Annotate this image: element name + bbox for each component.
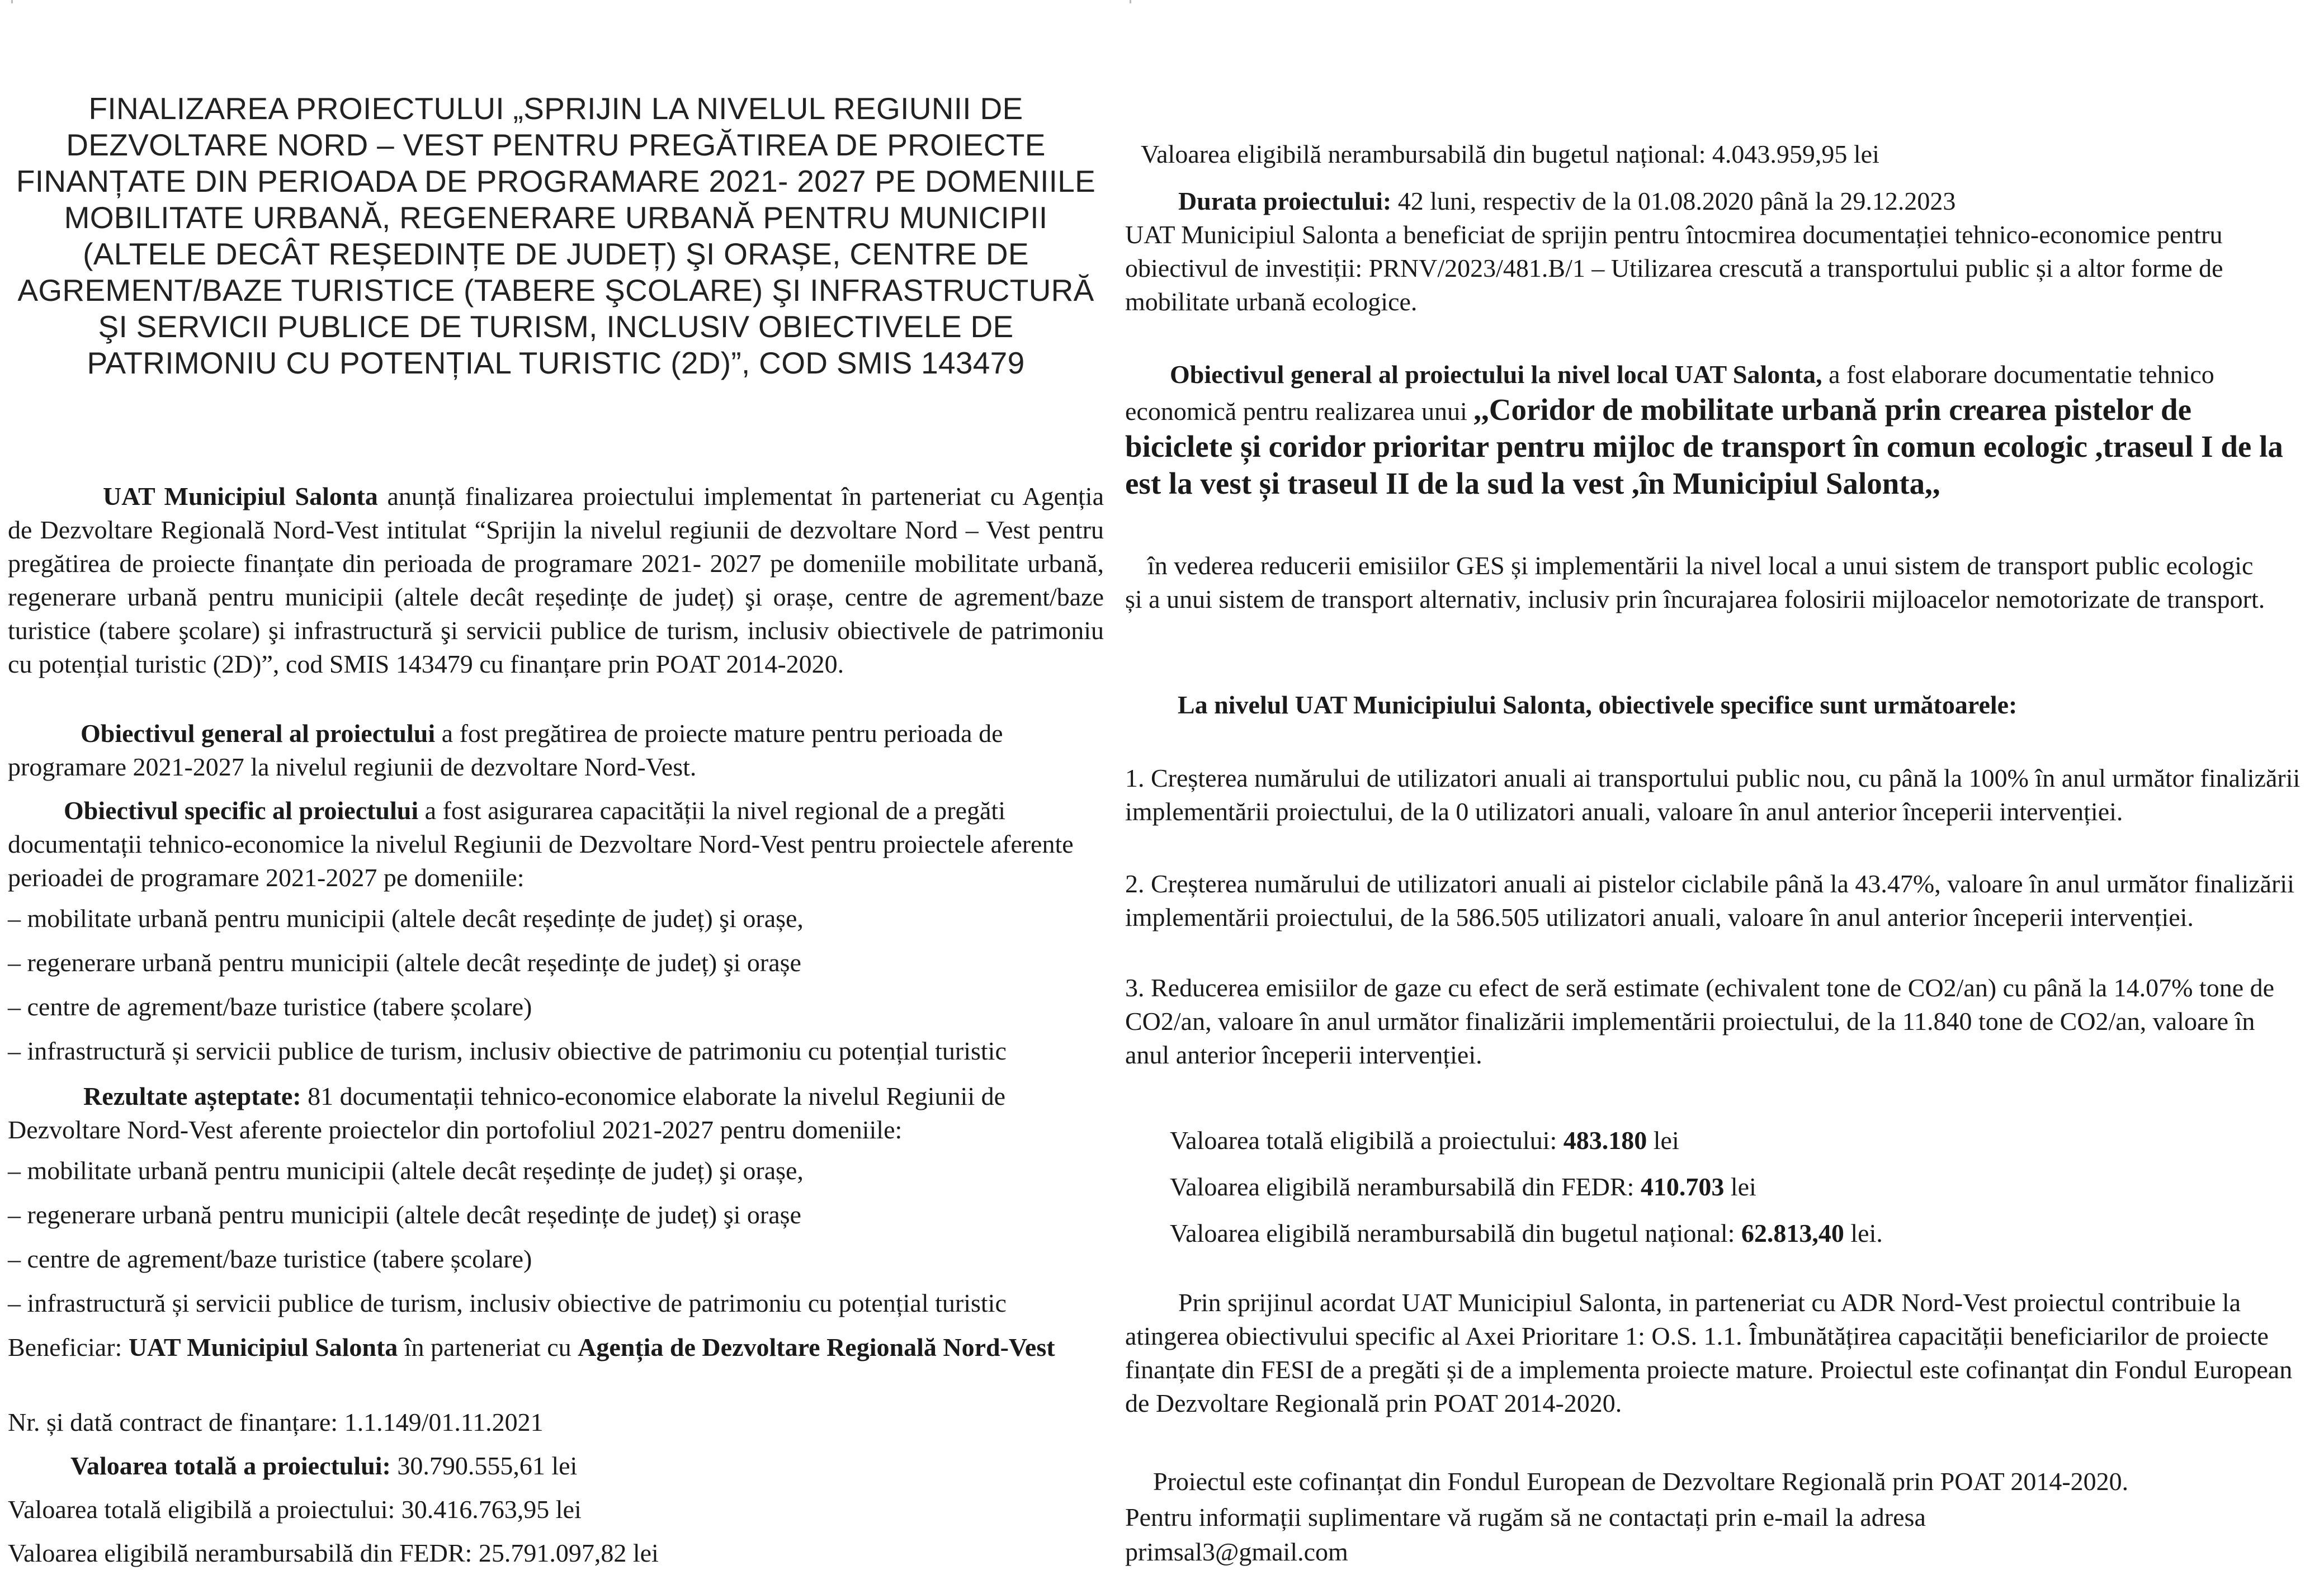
specific-objective-item: 2. Creșterea numărului de utilizatori anuali ai pistelor ciclabile până la 43.47%, valoare în anul următor finalizării implementării proiectului, de la 586.505 utilizatori anuali, valoare în anul anterior începerii intervenției. <box>1125 869 2294 931</box>
purpose-paragraph: în vederea reducerii emisiilor GES și implementării la nivel local a unui sistem de transport public ecologic și a unui sistem de transport alternativ, inclusiv prin încurajarea folosirii mijloacelor nemotorizate de transport. <box>1125 551 2265 613</box>
local-objective-label: Obiectivul general al proiectului la nivel local UAT Salonta, <box>1170 360 1822 389</box>
national-budget-line: Valoarea eligibilă nerambursabilă din bugetul național: 4.043.959,95 lei <box>1141 140 1879 168</box>
results-text: 81 documentații tehnico-economice elaborate la nivelul Regiunii de Dezvoltare Nord-Vest aferente proiectelor din portofoliul 2021-2027 pentru domeniile: <box>8 1082 1006 1144</box>
local-fedr-label: Valoarea eligibilă nerambursabilă din FEDR: <box>1170 1172 1641 1201</box>
local-objective-paragraph <box>1125 358 2305 502</box>
specific-objective-text: a fost asigurarea capacității la nivel regional de a pregăti documentații tehnico-economice la nivelul Regiunii de Dezvoltare Nord-Vest pentru proiectele aferente perioadei de programare 2021-2027 pe domeniile: <box>8 796 1074 892</box>
local-national-label: Valoarea eligibilă nerambursabilă din bugetul național: <box>1170 1219 1741 1247</box>
partner-name: Agenția de Dezvoltare Regională Nord-Vest <box>578 1333 1055 1361</box>
total-value-label: Valoarea totală a proiectului: <box>70 1451 391 1480</box>
beneficiary-name: UAT Municipiul Salonta <box>128 1333 398 1361</box>
general-objective-label: Obiectivul general al proiectului <box>81 719 436 748</box>
local-national-unit: lei. <box>1844 1219 1883 1247</box>
specific-objectives-heading <box>1178 688 2324 722</box>
fedr-value-line: Valoarea eligibilă nerambursabilă din FEDR: 25.791.097,82 lei <box>8 1539 659 1567</box>
specific-objective-label: Obiectivul specific al proiectului <box>64 796 419 825</box>
domain-item: – centre de agrement/baze turistice (tabere școlare) <box>8 992 532 1021</box>
beneficiary-connector: în parteneriat cu <box>398 1333 578 1361</box>
duration-line <box>1125 185 2305 218</box>
local-total-line <box>1170 1124 2324 1157</box>
general-objective-paragraph <box>8 717 1104 784</box>
domain-item: – regenerare urbană pentru municipii (altele decât reședințe de județ) şi orașe <box>8 948 801 977</box>
announcement-title: FINALIZAREA PROIECTULUI „SPRIJIN LA NIVELUL REGIUNII DE DEZVOLTARE NORD – VEST PENTRU PREGĂTIREA DE PROIECTE FINANȚATE DIN PERIOADA DE PROGRAMARE 2021- 2027 PE DOMENIILE MOBILITATE URBANĂ, REGENERARE URBANĂ PENTRU MUNICIPII (ALTELE DECÂT REȘEDINȚE DE JUDEȚ) ŞI ORAȘE, CENTRE DE AGREMENT/BAZE TURISTICE (TABERE ŞCOLARE) ŞI INFRASTRUCTURĂ ŞI SERVICII PUBLICE DE TURISM, INCLUSIV OBIECTIVELE DE PATRIMONIU CU POTENȚIAL TURISTIC (2D)”, COD SMIS 143479 <box>16 91 1096 380</box>
local-total-unit: lei <box>1647 1126 1679 1155</box>
result-domain-item: – infrastructură și servicii publice de turism, inclusiv obiective de patrimoniu cu potențial turistic <box>8 1289 1007 1317</box>
result-domain-item: – regenerare urbană pentru municipii (altele decât reședințe de județ) şi orașe <box>8 1200 801 1229</box>
specific-objectives-title: La nivelul UAT Municipiului Salonta, obiectivele specifice sunt următoarele: <box>1178 691 2018 719</box>
local-national-value: 62.813,40 <box>1741 1219 1844 1247</box>
local-fedr-unit: lei <box>1724 1172 1756 1201</box>
specific-objective-item: 1. Creșterea numărului de utilizatori anuali ai transportului public nou, cu până la 100% în anul următor finalizării implementării proiectului, de la 0 utilizatori anuali, valoare în anul anterior începerii intervenției. <box>1125 764 2301 826</box>
duration-label: Durata proiectului: <box>1178 187 1392 215</box>
domain-item: – infrastructură și servicii publice de turism, inclusiv obiective de patrimoniu cu potențial turistic <box>8 1037 1007 1065</box>
domain-item: – mobilitate urbană pentru municipii (altele decât reședințe de județ) şi orașe, <box>8 904 804 933</box>
intro-paragraph <box>8 480 1104 681</box>
intro-text: anunță finalizarea proiectului implementat în parteneriat cu Agenția de Dezvoltare Regională Nord-Vest intitulat “Sprijin la nivelul regiunii de dezvoltare Nord – Vest pentru pregătirea de proiecte finanțate din perioada de programare 2021- 2027 pe domeniile mobilitate urbană, regenerare urbană pentru municipii (altele decât reședințe de județ) şi orașe, centre de agrement/baze turistice (tabere şcolare) şi infrastructură şi servicii publice de turism, inclusiv obiectivele de patrimoniu cu potențial turistic (2D)”, cod SMIS 143479 cu finanțare prin POAT 2014-2020. <box>8 482 1104 678</box>
local-fedr-value: 410.703 <box>1640 1172 1725 1201</box>
local-total-label: Valoarea totală eligibilă a proiectului: <box>1170 1126 1563 1155</box>
cofinance-line: Proiectul este cofinanțat din Fondul European de Dezvoltare Regională prin POAT 2014-2020. <box>1153 1467 2129 1496</box>
contribution-paragraph: Prin sprijinul acordat UAT Municipiul Salonta, in parteneriat cu ADR Nord-Vest proiectul contribuie la atingerea obiectivului specific al Axei Prioritare 1: O.S. 1.1. Îmbunătățirea capacității beneficiarilor de proiecte finanțate din FESI de a pregăti și de a implementa proiecte mature. Proiectul este cofinanțat din Fondul European de Dezvoltare Regională prin POAT 2014-2020. <box>1125 1288 2293 1417</box>
contact-line: Pentru informații suplimentare vă rugăm să ne contactați prin e-mail la adresa <box>1125 1503 1926 1531</box>
result-domain-item: – centre de agrement/baze turistice (tabere școlare) <box>8 1245 532 1273</box>
left-column <box>8 0 1104 1569</box>
corridor-title: ,,Coridor de mobilitate urbană prin crearea pistelor de biciclete și coridor prioritar pentru mijloc de transport în comun ecologic ,traseul I de la est la vest și traseul II de la sud la vest ,în Municipiul Salonta,, <box>1125 393 2283 500</box>
local-total-value: 483.180 <box>1563 1126 1647 1155</box>
general-objective-text: a fost pregătirea de proiecte mature pentru perioada de programare 2021-2027 la nivelul regiunii de dezvoltare Nord-Vest. <box>8 719 1003 781</box>
total-value-amount: 30.790.555,61 lei <box>390 1451 578 1480</box>
contract-line: Nr. și dată contract de finanțare: 1.1.149/01.11.2021 <box>8 1408 544 1436</box>
right-column <box>1125 0 2316 1569</box>
results-paragraph <box>8 1080 1104 1147</box>
duration-text: 42 luni, respectiv de la 01.08.2020 până la 29.12.2023 <box>1391 187 1956 215</box>
support-paragraph: UAT Municipiul Salonta a beneficiat de sprijin pentru întocmirea documentației tehnico-economice pentru obiectivul de investiții: PRNV/2023/481.B/1 – Utilizarea crescută a transportului public și a altor forme de mobilitate urbană ecologice. <box>1125 220 2223 316</box>
contact-email[interactable]: primsal3@gmail.com <box>1125 1538 1348 1566</box>
local-national-line <box>1170 1217 2324 1250</box>
local-fedr-line <box>1170 1170 2324 1204</box>
eligible-value-line: Valoarea totală eligibilă a proiectului: 30.416.763,95 lei <box>8 1495 582 1524</box>
total-value-line <box>8 1449 1104 1483</box>
specific-objective-paragraph <box>8 794 1104 895</box>
result-domain-item: – mobilitate urbană pentru municipii (altele decât reședințe de județ) şi orașe, <box>8 1156 804 1185</box>
local-objective-text: a fost elaborare documentatie tehnico economică pentru realizarea unui <box>1125 360 2214 425</box>
intro-beneficiary: UAT Municipiul Salonta <box>103 482 378 510</box>
beneficiary-label: Beneficiar: <box>8 1333 129 1361</box>
results-label: Rezultate așteptate: <box>83 1082 301 1110</box>
specific-objective-item: 3. Reducerea emisiilor de gaze cu efect de seră estimate (echivalent tone de CO2/an) cu până la 14.07% tone de CO2/an, valoare în anul următor finalizării implementării proiectului, de la 11.840 tone de CO2/an, valoare în anul anterior începerii intervenției. <box>1125 973 2275 1069</box>
beneficiary-line <box>8 1331 1104 1364</box>
